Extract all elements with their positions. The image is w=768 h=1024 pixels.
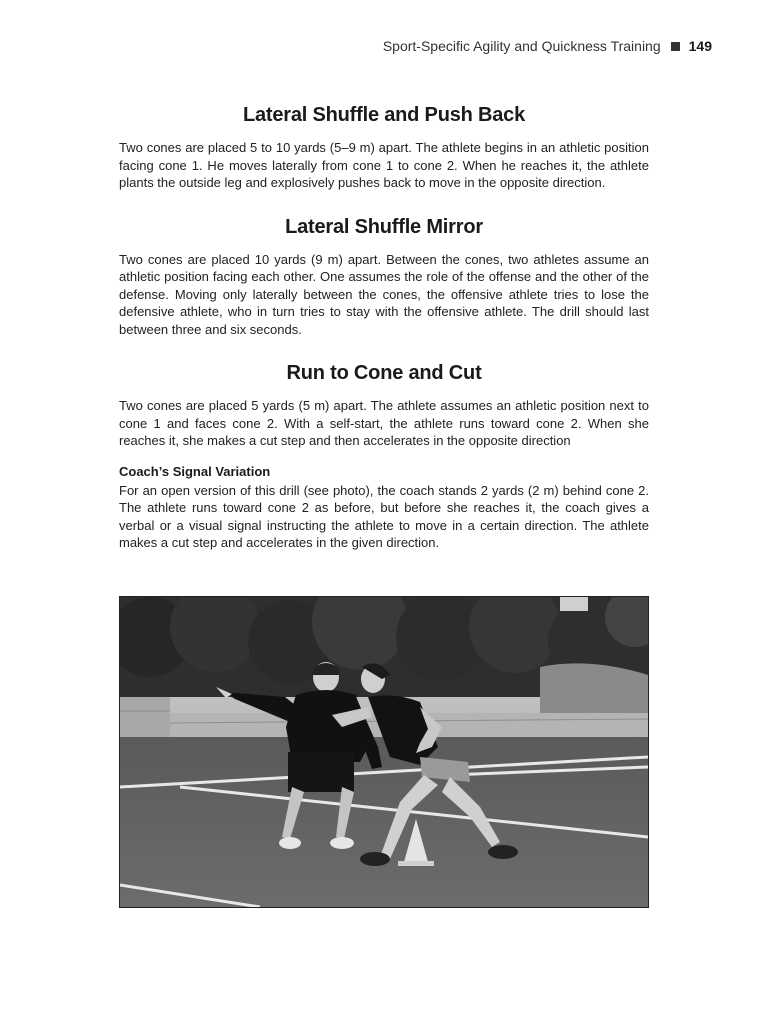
running-head bbox=[383, 38, 712, 54]
section-title: Run to Cone and Cut bbox=[286, 362, 482, 384]
page-number: 149 bbox=[688, 38, 712, 54]
page-content bbox=[119, 104, 649, 552]
section-title: Lateral Shuffle and Push Back bbox=[242, 104, 526, 126]
section-run-to-cone-and-cut bbox=[119, 362, 649, 552]
running-title: Sport-Specific Agility and Quickness Training bbox=[382, 38, 661, 54]
section-body: Two cones are placed 5 to 10 yards (5–9 m) apart. The athlete begins in an athletic position facing cone 1. He moves laterally from cone 1 to cone 2. When he reaches it, the athlete plants the outside leg and explosively pushes back to move in the opposite direction. bbox=[119, 140, 649, 190]
subsection-title: Coach’s Signal Variation bbox=[119, 463, 271, 479]
section-title: Lateral Shuffle Mirror bbox=[285, 215, 483, 238]
subsection-body: For an open version of this drill (see photo), the coach stands 2 yards (2 m) behind cone 2. The athlete runs toward cone 2 as before, but before she reaches it, the coach gives a verbal or a visual signal instructing the athlete to move in a certain direction. The athlete makes a cut step and accelerates in the given direction. bbox=[119, 482, 649, 550]
section-lateral-shuffle-push-back bbox=[119, 104, 649, 192]
section-lateral-shuffle-mirror bbox=[119, 216, 649, 339]
square-bullet-icon bbox=[671, 42, 680, 51]
section-body: Two cones are placed 10 yards (9 m) apart. Between the cones, two athletes assume an athletic position facing each other. One assumes the role of the offense and the other of the defense. Moving only laterally between the cones, the offensive athlete tries to lose the defensive athlete, who in turn tries to stay with the offensive athlete. The drill should last between three and six seconds. bbox=[119, 251, 649, 337]
section-body: Two cones are placed 5 yards (5 m) apart. The athlete assumes an athletic position next to cone 1 and faces cone 2. With a self-start, the athlete runs toward cone 2. When she reaches it, she makes a cut step and then accelerates in the opposite direction bbox=[119, 398, 649, 448]
drill-photo bbox=[119, 596, 649, 908]
